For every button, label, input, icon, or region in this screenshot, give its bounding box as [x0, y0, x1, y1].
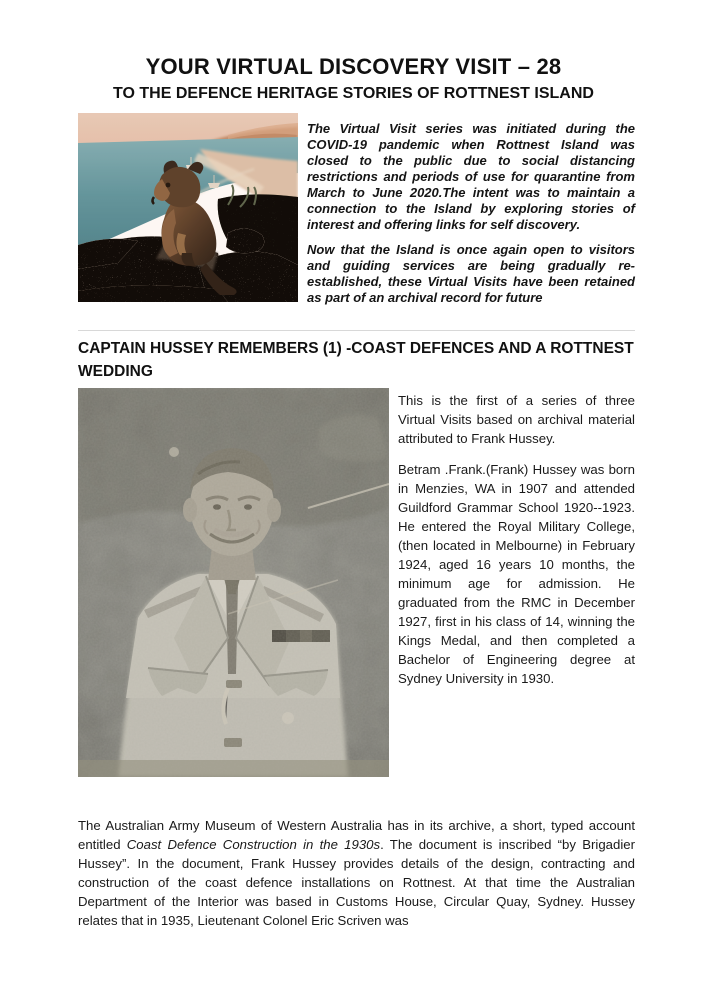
intro-paragraph-1: The Virtual Visit series was initiated during the COVID-19 pandemic when Rottnest Island was closed to the public due to social distancing restrictions and periods of use for quarantine from March to June 2020.The intent was to maintain a connection to the Island by exploring stories of interest and offering links for self discovery. [307, 121, 635, 232]
hussey-paragraph-2: Betram .Frank.(Frank) Hussey was born in Menzies, WA in 1907 and attended Guildford Grammar School 1920--1923. He entered the Royal Military College, (then located in Melbourne) in February 1924, aged 16 years 10 months, the minimum age for admission. He graduated from the RMC in December 1927, first in his class of 14, winning the Kings Medal, and then completed a Bachelor of Engineering degree at Sydney University in 1930. [398, 462, 635, 686]
quokka-photo [78, 113, 298, 302]
hussey-paragraph-1: This is the first of a series of three Virtual Visits based on archival material attributed to Frank Hussey. [398, 393, 635, 446]
section-heading: CAPTAIN HUSSEY REMEMBERS (1) -COAST DEFENCES AND A ROTTNEST WEDDING [78, 340, 634, 380]
section-divider [78, 330, 635, 331]
intro-section [78, 113, 635, 306]
archive-paragraph-lead: The Australian Army Museum of Western Australia has in its archive, a short, typed account entitled [78, 818, 635, 852]
archive-paragraph-continuation: . The document is inscribed “by Brigadier Hussey”. In the document, Frank Hussey provides details of the design, contracting and construction of the coast defence installations on Rottnest. At that time the Australian Department of the Interior was based in Customs House, Circular Quay, Sydney. Hussey relates that in 1935, Lieutenant Colonel Eric Scriven was [78, 837, 635, 928]
intro-paragraph-2: Now that the Island is once again open to visitors and guiding services are being gradually re-established, these Virtual Visits have been retained as part of an archival record for future [307, 242, 635, 305]
hussey-section [78, 388, 635, 777]
page-subtitle: TO THE DEFENCE HERITAGE STORIES OF ROTTNEST ISLAND [113, 85, 594, 102]
hussey-portrait-photo [78, 388, 389, 777]
page-title: YOUR VIRTUAL DISCOVERY VISIT – 28 [145, 54, 562, 79]
document-title-italic: Coast Defence Construction in the 1930s [126, 837, 381, 852]
archive-paragraph [78, 816, 635, 930]
